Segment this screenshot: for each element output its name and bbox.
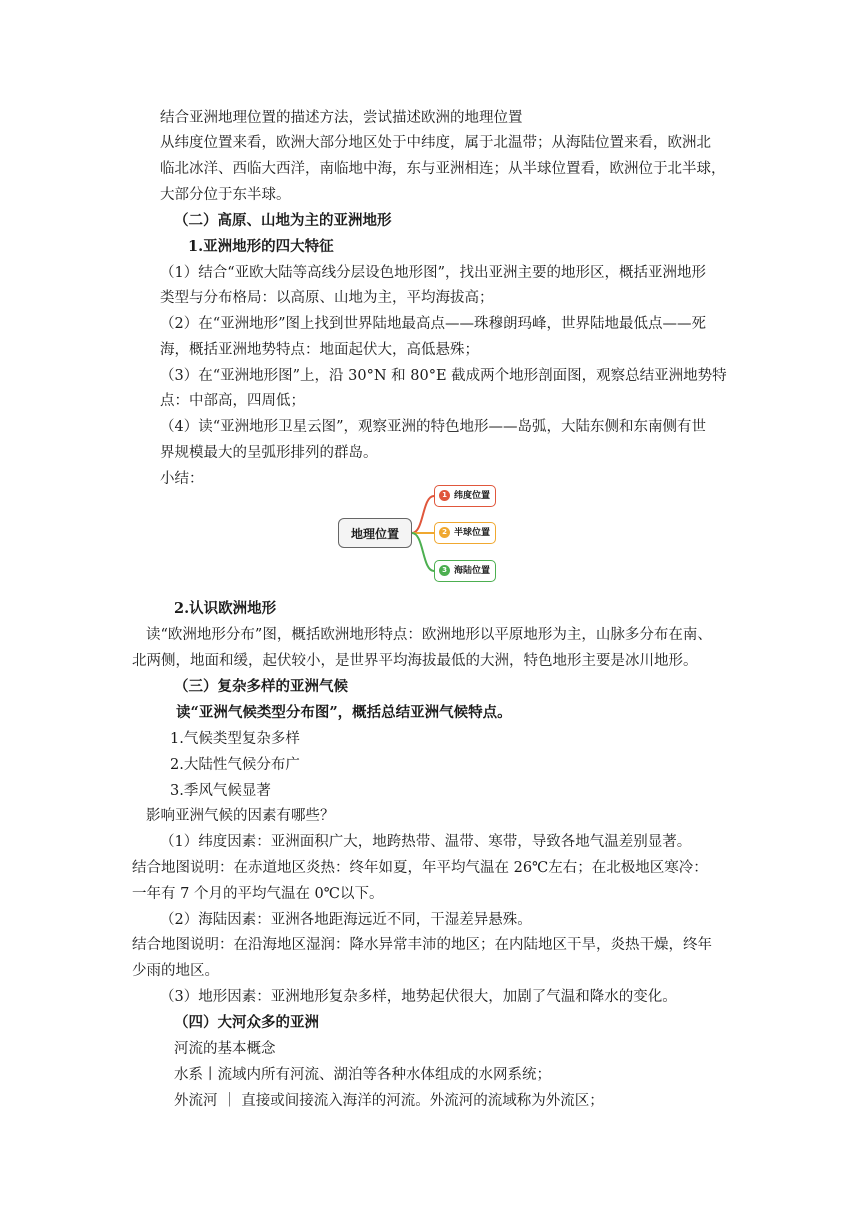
text-line: 小结： (160, 471, 204, 487)
subsection-heading: 2.认识欧洲地形 (174, 600, 277, 617)
text-line: （4）读“亚洲地形卫星云图”，观察亚洲的特色地形——岛弧，大陆东侧和东南侧有世 (160, 419, 707, 435)
mindmap-node-hemisphere (434, 522, 496, 544)
text-line: （3）地形因素：亚洲地形复杂多样，地势起伏很大，加剧了气温和降水的变化。 (160, 989, 677, 1005)
text-line: 读“欧洲地形分布”图，概括欧洲地形特点：欧洲地形以平原地形为主，山脉多分布在南、 (146, 627, 712, 643)
text-line: 一年有 7 个月的平均气温在 0℃以下。 (132, 886, 384, 902)
text-line: （1）纬度因素：亚洲面积广大，地跨热带、温带、寒带，导致各地气温差别显著。 (160, 834, 692, 850)
bold-instruction: 读“亚洲气候类型分布图”，概括总结亚洲气候特点。 (176, 704, 512, 721)
number-badge: 1 (439, 490, 450, 501)
text-line: （2）在“亚洲地形”图上找到世界陆地最高点——珠穆朗玛峰，世界陆地最低点——死 (160, 316, 707, 332)
number-badge: 3 (439, 565, 450, 576)
subsection-heading: 1.亚洲地形的四大特征 (188, 238, 334, 255)
text-line: 海，概括亚洲地势特点：地面起伏大，高低悬殊； (160, 342, 479, 358)
text-line: 类型与分布格局：以高原、山地为主，平均海拔高； (160, 290, 494, 306)
text-line: （2）海陆因素：亚洲各地距海远近不同，干湿差异悬殊。 (160, 912, 532, 928)
mindmap-node-label: 海陆位置 (454, 566, 491, 576)
text-line: 影响亚洲气候的因素有哪些？ (146, 808, 335, 824)
section-heading: （二）高原、山地为主的亚洲地形 (174, 212, 392, 229)
text-line: 界规模最大的呈弧形排列的群岛。 (160, 445, 378, 461)
text-line: 少雨的地区。 (132, 963, 219, 979)
list-item: 1.气候类型复杂多样 (170, 731, 300, 747)
text-line: 临北冰洋、西临大西洋，南临地中海，东与亚洲相连；从半球位置看，欧洲位于北半球， (160, 161, 726, 177)
mindmap-root: 地理位置 (338, 518, 412, 548)
text-line: 大部分位于东半球。 (160, 187, 291, 203)
mindmap-node-land-sea (434, 560, 496, 582)
mindmap-node-label: 半球位置 (454, 528, 491, 538)
mindmap-figure (338, 484, 503, 586)
number-badge: 2 (439, 527, 450, 538)
text-line: 结合地图说明：在沿海地区湿润：降水异常丰沛的地区；在内陆地区干旱，炎热干燥，终年 (132, 937, 712, 953)
text-line: 河流的基本概念 (174, 1041, 276, 1057)
text-line: 从纬度位置来看，欧洲大部分地区处于中纬度，属于北温带；从海陆位置来看，欧洲北 (160, 135, 711, 151)
list-item: 3.季风气候显著 (170, 783, 271, 799)
mindmap-node-latitude (434, 485, 496, 507)
list-item: 2.大陆性气候分布广 (170, 757, 300, 773)
text-line: 点：中部高，四周低； (160, 393, 305, 409)
text-line: 水系丨流域内所有河流、湖泊等各种水体组成的水网系统； (174, 1067, 551, 1083)
text-line: （1）结合“亚欧大陆等高线分层设色地形图”，找出亚洲主要的地形区，概括亚洲地形 (160, 265, 707, 281)
text-line: 北两侧，地面和缓，起伏较小，是世界平均海拔最低的大洲，特色地形主要是冰川地形。 (132, 653, 698, 669)
text-line: （3）在“亚洲地形图”上，沿 30°N 和 80°E 截成两个地形剖面图，观察总结亚洲地势特 (160, 368, 727, 384)
text-line: 结合亚洲地理位置的描述方法，尝试描述欧洲的地理位置 (160, 110, 523, 126)
section-heading: （三）复杂多样的亚洲气候 (174, 678, 348, 695)
text-line: 外流河 ｜ 直接或间接流入海洋的河流。外流河的流域称为外流区； (174, 1093, 604, 1109)
section-heading: （四）大河众多的亚洲 (174, 1014, 319, 1031)
mindmap-node-label: 纬度位置 (454, 491, 491, 501)
text-line: 结合地图说明：在赤道地区炎热：终年如夏，年平均气温在 26℃左右；在北极地区寒冷： (132, 860, 708, 876)
